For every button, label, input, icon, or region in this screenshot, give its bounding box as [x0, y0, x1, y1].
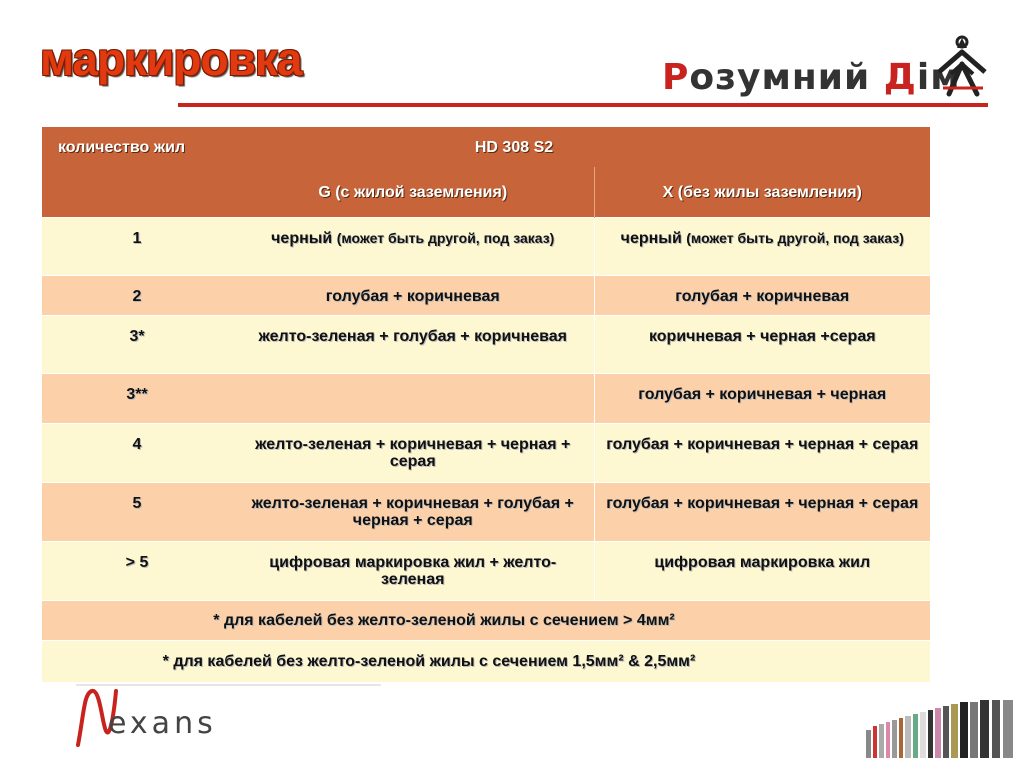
- col-header-g: G (с жилой заземления): [232, 167, 594, 218]
- table-row: [42, 218, 930, 276]
- cell-count: 3**: [42, 374, 232, 424]
- brand-name: Розумний Дім: [662, 57, 961, 98]
- note-2: * для кабелей без желто-зеленой жилы с сечением 1,5мм² & 2,5мм²: [42, 641, 930, 682]
- cell-x: голубая + коричневая + черная: [594, 374, 930, 424]
- cell-g: черный (может быть другой, под заказ): [232, 218, 594, 276]
- cell-g: желто-зеленая + голубая + коричневая: [232, 316, 594, 374]
- cell-count: 2: [42, 276, 232, 316]
- table-row: [42, 316, 930, 374]
- cell-count: 4: [42, 424, 232, 483]
- cell-x: цифровая маркировка жил: [594, 542, 930, 601]
- cell-count: 1: [42, 218, 232, 276]
- table-row: [42, 374, 930, 424]
- cell-g: желто-зеленая + коричневая + голубая + черная + серая: [232, 483, 594, 542]
- brand-underline: [178, 103, 988, 107]
- table-header-row: [42, 127, 930, 167]
- cell-g: голубая + коричневая: [232, 276, 594, 316]
- table-row: [42, 483, 930, 542]
- table-row: [42, 276, 930, 316]
- table-row: [42, 424, 930, 483]
- table-subheader-row: [42, 167, 930, 218]
- cell-count: 3*: [42, 316, 232, 374]
- cell-g: желто-зеленая + коричневая + черная + серая: [232, 424, 594, 483]
- header-count-label: количество жил: [42, 127, 232, 167]
- cell-g: цифровая маркировка жил + желто-зеленая: [232, 542, 594, 601]
- cell-x: голубая + коричневая + черная + серая: [594, 424, 930, 483]
- cell-x: голубая + коричневая: [594, 276, 930, 316]
- cell-count: > 5: [42, 542, 232, 601]
- cell-x: черный (может быть другой, под заказ): [594, 218, 930, 276]
- subheader-empty: [42, 167, 232, 218]
- house-figure-icon: [935, 34, 989, 100]
- cell-g: [232, 374, 594, 424]
- cell-count: 5: [42, 483, 232, 542]
- marking-table: [42, 127, 930, 682]
- table-note-row: [42, 601, 930, 641]
- cable-samples-icon: [862, 700, 1018, 760]
- header-standard: HD 308 S2: [232, 127, 930, 167]
- table-row: [42, 542, 930, 601]
- cell-x: голубая + коричневая + черная + серая: [594, 483, 930, 542]
- page-title: маркировка: [40, 33, 302, 85]
- cell-x: коричневая + черная +серая: [594, 316, 930, 374]
- nexans-wordmark: exans: [108, 706, 217, 741]
- table-note-row: [42, 641, 930, 682]
- note-1: * для кабелей без желто-зеленой жилы с сечением > 4мм²: [42, 601, 930, 641]
- col-header-x: X (без жилы заземления): [594, 167, 930, 218]
